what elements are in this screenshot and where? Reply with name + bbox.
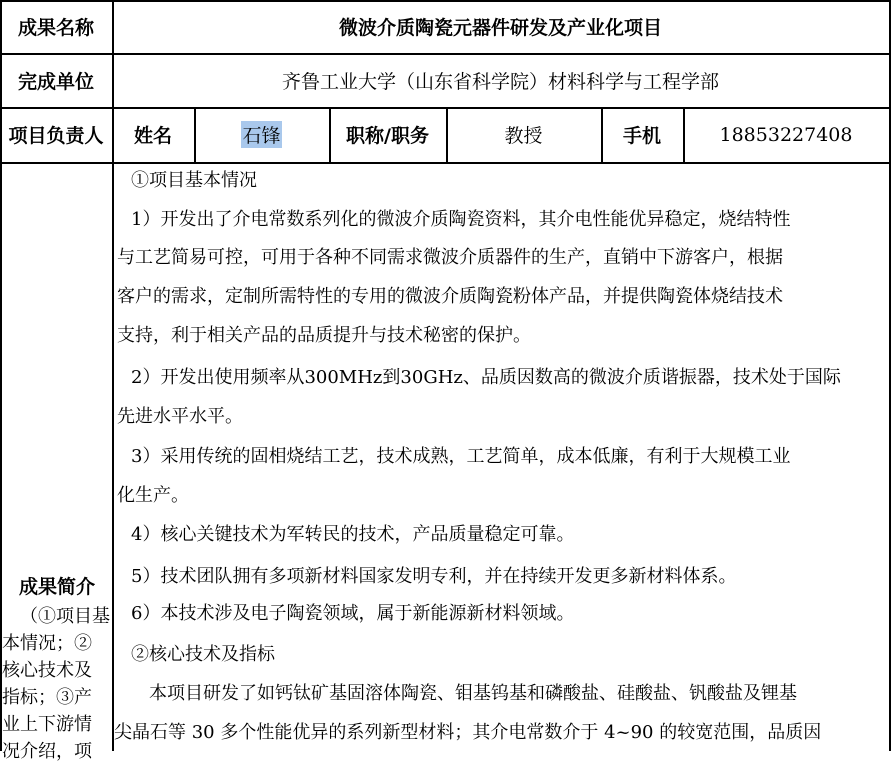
summary-sub-line: 核心技术及 — [2, 660, 92, 681]
content-line: 6）本技术涉及电子陶瓷领域，属于新能源新材料领域。 — [131, 603, 575, 624]
content-line: 3）采用传统的固相烧结工艺，技术成熟，工艺简单，成本低廉，有利于大规模工业 — [131, 446, 791, 467]
title-label: 成果名称 — [17, 17, 94, 39]
summary-sub-line: （①项目基 — [20, 606, 110, 627]
unit-value: 齐鲁工业大学（山东省科学院）材料科学与工程学部 — [281, 70, 719, 93]
name-value-cell — [194, 107, 329, 162]
phone-value: 18853227408 — [719, 123, 853, 146]
content-line: ①项目基本情况 — [131, 170, 257, 191]
content-line: 尖晶石等 30 多个性能优异的系列新型材料；其介电常数介于 4~90 的较宽范围，品质因 — [114, 722, 822, 743]
unit-label: 完成单位 — [17, 70, 94, 93]
content-line: 与工艺简易可控，可用于各种不同需求微波介质器件的生产，直销中下游客户，根据 — [117, 247, 783, 268]
content-line: 支持，利于相关产品的品质提升与技术秘密的保护。 — [117, 325, 531, 346]
name-value[interactable]: 石锋 — [241, 121, 281, 148]
summary-sub-line: 业上下游情 — [2, 714, 92, 735]
content-line: 本项目研发了如钙钛矿基固溶体陶瓷、钼基钨基和磷酸盐、硅酸盐、钒酸盐及锂基 — [131, 683, 797, 704]
content-line: 4）核心关键技术为军转民的技术，产品质量稳定可靠。 — [131, 524, 575, 545]
summary-sidebar — [2, 575, 112, 765]
role-value: 教授 — [504, 125, 543, 147]
phone-label: 手机 — [622, 125, 661, 147]
content-line: 2）开发出使用频率从300MHz到30GHz、品质因数高的微波介质谐振器，技术处于国际 — [131, 367, 841, 388]
content-line: 化生产。 — [117, 485, 189, 506]
table-border-row3 — [0, 162, 891, 164]
content-line: ②核心技术及指标 — [131, 644, 275, 665]
role-label: 职称/职务 — [346, 125, 429, 147]
content-line: 先进水平水平。 — [117, 406, 243, 427]
leader-label: 项目负责人 — [8, 125, 104, 147]
table-border-right — [889, 0, 891, 751]
summary-label: 成果简介 — [18, 576, 95, 598]
summary-sub-line: 本情况；② — [2, 633, 92, 654]
name-label: 姓名 — [133, 125, 172, 147]
summary-sub-line: 指标；③产 — [2, 687, 92, 708]
content-line: 客户的需求，定制所需特性的专用的微波介质陶瓷粉体产品，并提供陶瓷体烧结技术 — [117, 286, 783, 307]
title-value: 微波介质陶瓷元器件研发及产业化项目 — [338, 17, 662, 39]
content-line: 1）开发出了介电常数系列化的微波介质陶瓷资料，其介电性能优异稳定，烧结特性 — [131, 209, 791, 230]
summary-sub-line: 况介绍，项 — [2, 741, 92, 762]
content-line: 5）技术团队拥有多项新材料国家发明专利，并在持续开发更多新材料体系。 — [131, 566, 737, 587]
